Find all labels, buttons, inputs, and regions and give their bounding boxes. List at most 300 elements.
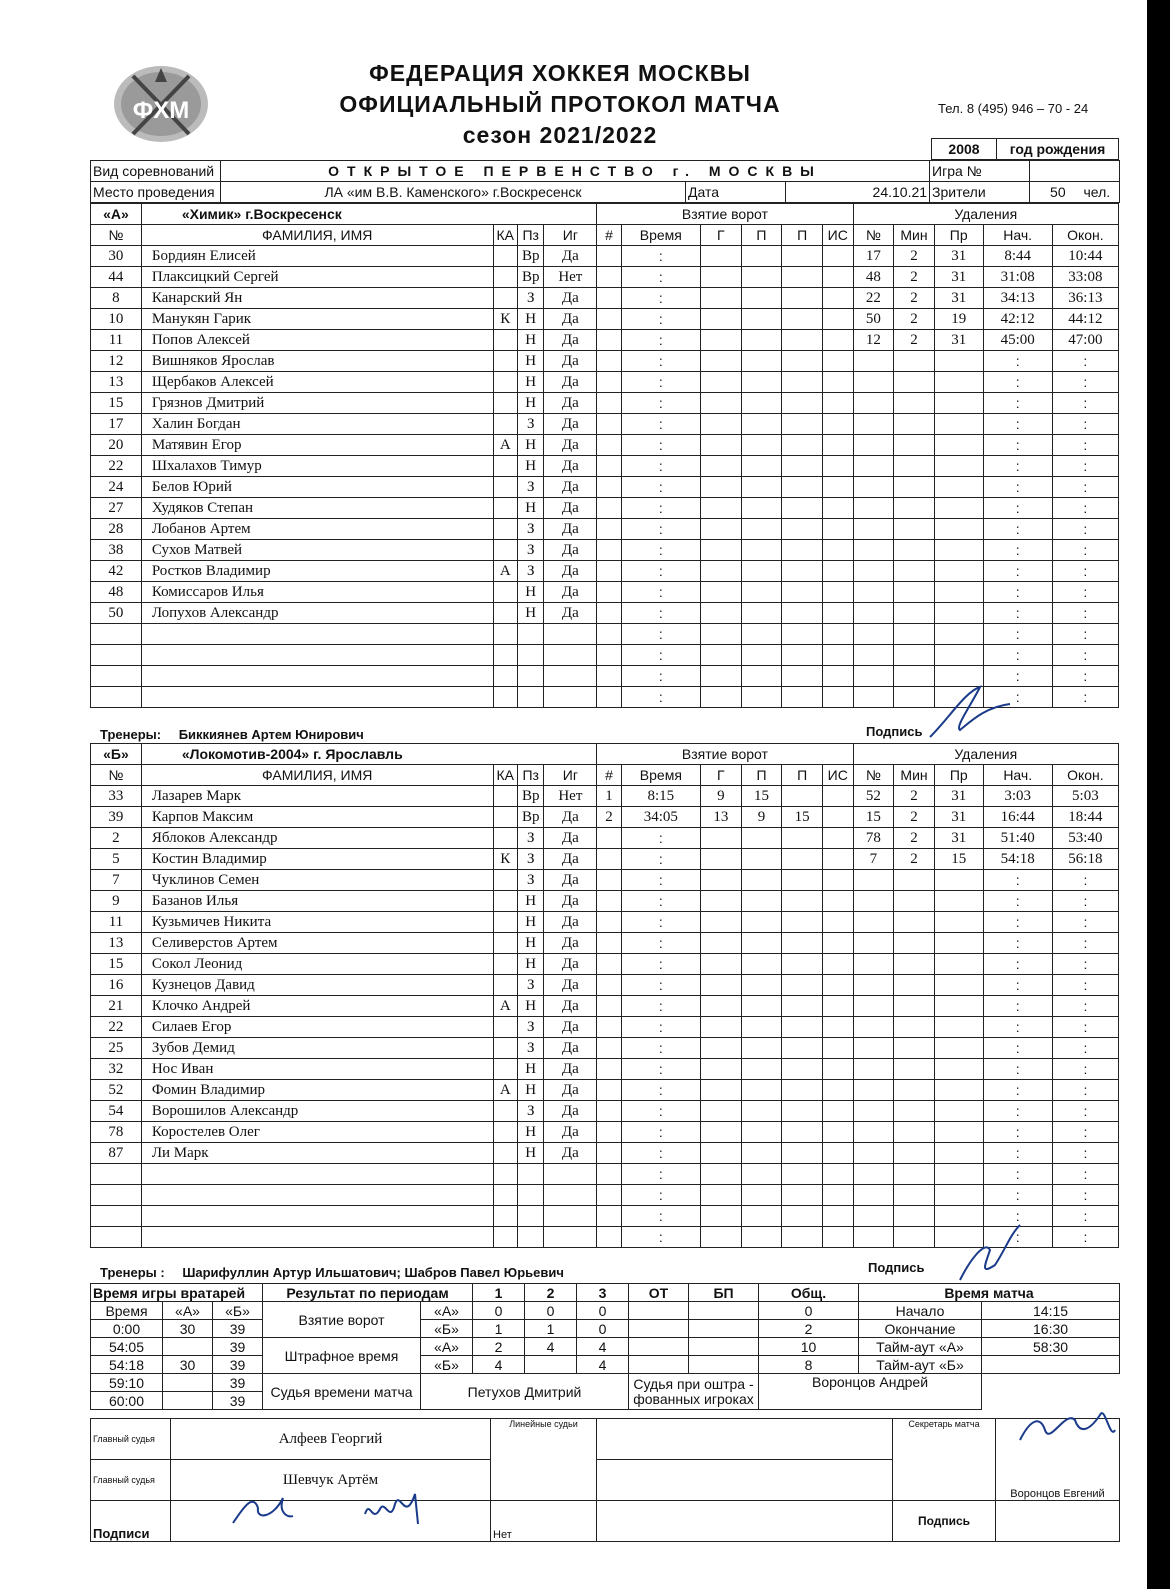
goal-cell: 9 <box>741 807 782 828</box>
goal-cell <box>701 1122 742 1143</box>
penalty-cell: 2 <box>894 807 935 828</box>
goal-cell <box>741 687 782 708</box>
penalty-cell <box>853 540 894 561</box>
player-cell <box>493 828 517 849</box>
penalty-cell: 2 <box>894 309 935 330</box>
player-cell: Фомин Владимир <box>141 1080 493 1101</box>
goal-cell <box>822 1227 853 1248</box>
player-cell <box>91 687 142 708</box>
goal-cell <box>700 477 741 498</box>
penalty-cell: 48 <box>853 267 894 288</box>
goal-cell <box>597 975 621 996</box>
goal-cell <box>597 870 621 891</box>
penalty-cell: 2 <box>894 288 935 309</box>
table-row <box>91 582 1119 603</box>
goal-cell: : <box>621 624 700 645</box>
goal-cell <box>701 954 742 975</box>
player-cell <box>141 624 493 645</box>
player-cell <box>493 519 517 540</box>
goal-cell <box>701 1164 742 1185</box>
table-row <box>91 561 1119 582</box>
goal-cell: : <box>621 582 700 603</box>
goal-cell <box>741 540 782 561</box>
penalty-cell: : <box>983 1080 1052 1101</box>
goal-cell <box>741 393 782 414</box>
player-cell: 30 <box>91 246 142 267</box>
goal-cell <box>782 435 823 456</box>
goal-cell: 8:15 <box>621 786 700 807</box>
penalty-cell: 33:08 <box>1052 267 1118 288</box>
penalty-cell: : <box>983 540 1052 561</box>
penalty-cell: 45:00 <box>983 330 1052 351</box>
goal-cell <box>822 996 853 1017</box>
goal-cell <box>700 603 741 624</box>
table-row <box>91 351 1119 372</box>
goal-cell <box>741 1080 782 1101</box>
goal-cell <box>822 1038 853 1059</box>
penalty-cell <box>934 975 983 996</box>
penalty-cell: : <box>983 666 1052 687</box>
penalty-cell <box>934 954 983 975</box>
goal-cell <box>597 954 621 975</box>
goal-cell <box>700 246 741 267</box>
penalty-cell <box>853 975 894 996</box>
player-cell: Яблоков Александр <box>141 828 493 849</box>
player-cell <box>493 351 517 372</box>
goal-cell <box>597 624 621 645</box>
goal-cell <box>822 1206 853 1227</box>
player-cell: Селиверстов Артем <box>141 933 493 954</box>
referees-table: Главный судья Алфеев Георгий Линейные судьи Секретарь матча Воронцов Евгений Главный судья Шевчук Артём Подписи Нет Подпись <box>90 1418 1120 1542</box>
penalty-cell: : <box>1052 582 1118 603</box>
goal-cell <box>741 1059 782 1080</box>
goal-cell <box>782 246 823 267</box>
goal-cell: : <box>621 828 700 849</box>
player-cell <box>493 1017 517 1038</box>
goal-cell <box>822 1122 853 1143</box>
goal-cell <box>597 933 621 954</box>
penalty-cell: : <box>983 1227 1052 1248</box>
player-cell: 17 <box>91 414 142 435</box>
penalty-cell: : <box>1052 1185 1118 1206</box>
penalty-cell: : <box>1052 603 1118 624</box>
goal-cell <box>822 624 853 645</box>
player-cell <box>493 288 517 309</box>
goal-cell <box>741 645 782 666</box>
goal-cell: : <box>621 603 700 624</box>
signature-icon <box>1010 1390 1120 1460</box>
player-cell: Н <box>517 1059 543 1080</box>
goal-cell <box>700 582 741 603</box>
penalty-cell <box>853 1143 894 1164</box>
goal-cell <box>741 870 782 891</box>
penalty-cell <box>894 351 935 372</box>
player-cell: 24 <box>91 477 142 498</box>
team-a-signature-label: Подпись <box>866 724 923 739</box>
penalty-cell: 19 <box>934 309 983 330</box>
player-cell: З <box>517 519 543 540</box>
goal-cell <box>741 1038 782 1059</box>
penalty-cell: 42:12 <box>983 309 1052 330</box>
penalty-cell <box>934 996 983 1017</box>
goal-cell <box>597 1227 621 1248</box>
player-cell <box>91 1206 142 1227</box>
goal-cell <box>822 435 853 456</box>
penalty-cell <box>894 870 935 891</box>
penalty-cell <box>894 891 935 912</box>
table-row <box>91 435 1119 456</box>
goal-cell <box>597 1101 621 1122</box>
player-cell <box>493 1122 517 1143</box>
goal-cell <box>741 828 782 849</box>
player-cell: Н <box>517 435 543 456</box>
penalty-cell <box>853 414 894 435</box>
season-title: сезон 2021/2022 <box>462 122 658 148</box>
protocol-title: ОФИЦИАЛЬНЫЙ ПРОТОКОЛ МАТЧА <box>339 91 781 117</box>
team-a-coaches: Тренеры: Биккиянев Артем Юнирович <box>100 727 364 742</box>
player-cell: Нет <box>544 267 597 288</box>
player-cell: 52 <box>91 1080 142 1101</box>
goal-cell <box>822 351 853 372</box>
penalty-cell <box>934 624 983 645</box>
penalty-cell <box>853 687 894 708</box>
table-row <box>91 1185 1119 1206</box>
goal-cell <box>597 582 621 603</box>
player-cell <box>517 1206 543 1227</box>
penalty-cell: : <box>1052 996 1118 1017</box>
penalty-cell <box>894 1017 935 1038</box>
penalty-cell <box>894 1101 935 1122</box>
penalty-cell: : <box>983 1017 1052 1038</box>
penalty-cell: 5:03 <box>1052 786 1118 807</box>
player-cell: З <box>517 1017 543 1038</box>
penalty-cell <box>934 1080 983 1101</box>
goal-cell <box>741 1101 782 1122</box>
player-cell <box>141 1164 493 1185</box>
player-cell: Сухов Матвей <box>141 540 493 561</box>
goal-cell: : <box>621 477 700 498</box>
player-cell: Н <box>517 456 543 477</box>
table-row <box>91 786 1119 807</box>
penalty-cell <box>853 372 894 393</box>
player-cell: Ли Марк <box>141 1143 493 1164</box>
goal-cell: : <box>621 870 700 891</box>
player-cell: З <box>517 540 543 561</box>
penalty-cell <box>853 912 894 933</box>
player-cell: 28 <box>91 519 142 540</box>
penalty-cell: 2 <box>894 828 935 849</box>
penalty-cell: : <box>1052 1143 1118 1164</box>
penalty-cell: 17 <box>853 246 894 267</box>
goal-cell: : <box>621 351 700 372</box>
penalty-cell <box>934 870 983 891</box>
goal-cell <box>597 519 621 540</box>
player-cell: Н <box>517 330 543 351</box>
goal-cell <box>701 1080 742 1101</box>
goal-cell <box>700 288 741 309</box>
goal-cell <box>741 519 782 540</box>
penalty-cell: 56:18 <box>1052 849 1118 870</box>
goal-cell: : <box>621 519 700 540</box>
goal-cell <box>597 1080 621 1101</box>
goal-cell <box>822 933 853 954</box>
player-cell <box>544 1206 597 1227</box>
player-cell: 54 <box>91 1101 142 1122</box>
goal-cell <box>741 1143 782 1164</box>
penalty-cell <box>934 1164 983 1185</box>
goal-cell: : <box>621 1185 700 1206</box>
penalty-cell: : <box>1052 891 1118 912</box>
goal-cell <box>822 288 853 309</box>
table-row <box>91 456 1119 477</box>
goal-cell <box>822 1164 853 1185</box>
table-row <box>91 1101 1119 1122</box>
penalty-cell <box>894 1164 935 1185</box>
player-cell: Н <box>517 393 543 414</box>
goal-cell <box>741 351 782 372</box>
goal-cell <box>701 1059 742 1080</box>
info-table: Вид соревнований ОТКРЫТОЕ ПЕРВЕНСТВО г. МОСКВЫ Игра № Место проведения ЛА «им В.В. Каменского» г.Воскресенск Дата 24.10.21 Зрители 50 чел. <box>90 160 1120 203</box>
goal-cell <box>782 414 823 435</box>
player-cell: 33 <box>91 786 142 807</box>
goal-cell <box>741 456 782 477</box>
goal-cell <box>700 435 741 456</box>
player-cell: Базанов Илья <box>141 891 493 912</box>
player-cell: 48 <box>91 582 142 603</box>
penalty-cell <box>894 954 935 975</box>
penalty-cell: 52 <box>853 786 894 807</box>
player-cell <box>493 1206 517 1227</box>
player-cell: З <box>517 828 543 849</box>
table-row <box>91 309 1119 330</box>
penalty-cell: : <box>1052 414 1118 435</box>
penalty-cell <box>894 582 935 603</box>
player-cell <box>493 267 517 288</box>
goal-cell <box>741 624 782 645</box>
penalty-cell <box>934 393 983 414</box>
goal-cell <box>782 456 823 477</box>
table-row <box>91 288 1119 309</box>
goal-cell <box>782 891 823 912</box>
player-cell: Да <box>544 996 597 1017</box>
player-cell: Н <box>517 582 543 603</box>
goal-cell: : <box>621 1122 700 1143</box>
player-cell: 16 <box>91 975 142 996</box>
goal-cell <box>597 1017 621 1038</box>
player-cell <box>493 1227 517 1248</box>
penalty-cell: 8:44 <box>983 246 1052 267</box>
penalty-cell <box>894 996 935 1017</box>
team-b-signature-label: Подпись <box>868 1260 925 1275</box>
penalty-cell <box>853 435 894 456</box>
goal-cell <box>782 1206 823 1227</box>
penalty-cell <box>894 1227 935 1248</box>
penalty-cell <box>934 372 983 393</box>
goal-cell <box>822 1185 853 1206</box>
player-cell <box>544 1227 597 1248</box>
goal-cell <box>597 456 621 477</box>
goal-cell: 15 <box>741 786 782 807</box>
penalty-cell: : <box>983 435 1052 456</box>
penalty-cell: : <box>983 582 1052 603</box>
player-cell: 11 <box>91 912 142 933</box>
goal-cell <box>822 603 853 624</box>
goal-cell <box>822 414 853 435</box>
player-cell: 32 <box>91 1059 142 1080</box>
goal-cell <box>782 933 823 954</box>
player-cell: Н <box>517 309 543 330</box>
penalty-cell: 51:40 <box>983 828 1052 849</box>
penalty-cell <box>853 891 894 912</box>
player-cell <box>91 645 142 666</box>
goal-cell <box>700 624 741 645</box>
goal-cell <box>597 540 621 561</box>
goal-cell: : <box>621 1038 700 1059</box>
goal-cell <box>597 996 621 1017</box>
player-cell: 15 <box>91 954 142 975</box>
penalty-cell: : <box>983 1143 1052 1164</box>
penalty-cell: : <box>1052 1059 1118 1080</box>
player-cell: Да <box>544 519 597 540</box>
goal-cell <box>597 267 621 288</box>
penalty-cell <box>894 645 935 666</box>
penalty-cell: : <box>983 933 1052 954</box>
penalty-cell: : <box>1052 561 1118 582</box>
player-cell: Ростков Владимир <box>141 561 493 582</box>
player-cell: З <box>517 561 543 582</box>
table-row <box>91 975 1119 996</box>
goal-cell <box>701 933 742 954</box>
penalty-cell: : <box>1052 1164 1118 1185</box>
goal-cell: : <box>621 561 700 582</box>
goal-cell <box>782 1143 823 1164</box>
goal-cell: : <box>621 456 700 477</box>
player-cell: Коростелев Олег <box>141 1122 493 1143</box>
player-cell: 7 <box>91 870 142 891</box>
player-cell: Да <box>544 891 597 912</box>
player-cell: Да <box>544 828 597 849</box>
goal-cell <box>701 975 742 996</box>
goal-cell: 9 <box>701 786 742 807</box>
player-cell: З <box>517 1038 543 1059</box>
goal-cell <box>597 1038 621 1059</box>
table-row <box>91 954 1119 975</box>
player-cell <box>493 786 517 807</box>
goal-cell <box>822 849 853 870</box>
goal-cell <box>822 1101 853 1122</box>
penalty-cell: : <box>1052 1206 1118 1227</box>
player-cell <box>493 975 517 996</box>
goal-cell <box>822 456 853 477</box>
goal-cell <box>700 414 741 435</box>
goal-cell <box>741 267 782 288</box>
player-cell: Нет <box>544 786 597 807</box>
goal-cell <box>822 1143 853 1164</box>
goal-cell <box>822 561 853 582</box>
penalty-cell: : <box>983 687 1052 708</box>
penalty-cell: : <box>983 1059 1052 1080</box>
player-cell <box>493 372 517 393</box>
goal-cell <box>822 870 853 891</box>
signature-icon <box>228 1488 298 1528</box>
penalty-cell <box>934 1185 983 1206</box>
goal-cell <box>782 561 823 582</box>
penalty-cell: : <box>983 1122 1052 1143</box>
player-cell: Н <box>517 1122 543 1143</box>
penalty-cell: : <box>983 975 1052 996</box>
goal-cell <box>782 372 823 393</box>
penalty-cell <box>853 1059 894 1080</box>
penalty-cell: : <box>1052 1080 1118 1101</box>
player-cell: Да <box>544 372 597 393</box>
goal-cell <box>700 666 741 687</box>
player-cell: 10 <box>91 309 142 330</box>
goal-cell <box>597 288 621 309</box>
penalty-cell <box>894 519 935 540</box>
penalty-cell <box>934 912 983 933</box>
goal-cell <box>700 372 741 393</box>
player-cell: Н <box>517 372 543 393</box>
player-cell <box>493 954 517 975</box>
goal-cell <box>701 1038 742 1059</box>
goal-cell: : <box>621 975 700 996</box>
player-cell: Вишняков Ярослав <box>141 351 493 372</box>
player-cell: Да <box>544 498 597 519</box>
goal-cell <box>782 582 823 603</box>
goal-cell <box>597 498 621 519</box>
player-cell: Сокол Леонид <box>141 954 493 975</box>
player-cell: Матявин Егор <box>141 435 493 456</box>
player-cell: Н <box>517 996 543 1017</box>
penalty-cell: 2 <box>894 786 935 807</box>
signature-icon <box>360 1484 430 1529</box>
goal-cell <box>701 1185 742 1206</box>
player-cell <box>517 645 543 666</box>
goal-cell: : <box>621 309 700 330</box>
player-cell: З <box>517 849 543 870</box>
goal-cell: : <box>621 1206 700 1227</box>
penalty-cell: 15 <box>934 849 983 870</box>
goal-cell: 2 <box>597 807 621 828</box>
player-cell <box>493 582 517 603</box>
penalty-cell <box>934 1017 983 1038</box>
goal-cell: : <box>621 414 700 435</box>
goal-cell: : <box>621 1017 700 1038</box>
player-cell <box>91 1227 142 1248</box>
table-row <box>91 1143 1119 1164</box>
goal-cell: : <box>621 540 700 561</box>
penalty-cell <box>853 477 894 498</box>
penalty-cell <box>894 603 935 624</box>
player-cell: А <box>493 561 517 582</box>
player-cell: З <box>517 870 543 891</box>
penalty-cell <box>853 498 894 519</box>
penalty-cell <box>853 666 894 687</box>
player-cell <box>91 624 142 645</box>
penalty-cell: : <box>1052 519 1118 540</box>
player-cell: 25 <box>91 1038 142 1059</box>
table-row <box>91 267 1119 288</box>
player-cell <box>91 1185 142 1206</box>
penalty-cell: : <box>983 1101 1052 1122</box>
player-cell <box>493 870 517 891</box>
table-row <box>91 1122 1119 1143</box>
penalty-cell: : <box>983 456 1052 477</box>
penalty-cell <box>853 1227 894 1248</box>
signature-icon <box>950 1220 1030 1285</box>
team-a-table: «А» «Химик» г.Воскресенск Взятие ворот Удаления № ФАМИЛИЯ, ИМЯ КА Пз Иг # Время Г П П ИС № Мин Пр Нач. Окон. 30 Бордиян Елисей Вр Да : 17 2 31 8:44 10:44 44 Плаксицкий Сергей Вр Нет : 48 2 31 31:08 33:08 8 Канарский Ян З Да : 22 2 31 34:13 36:13 10 Манукян Гарик К Н Да : 50 2 19 42:12 44:12 11 Попов Алексей Н Да : 12 2 31 45:00 47:00 12 Вишняков Ярослав Н Да : : : 13 Щербаков Алексей Н Да : : : 15 Грязнов Дмитрий Н Да : : : 17 Халин Богдан З Да : : : 20 Матявин Егор А Н Да : : : 22 Шхалахов Тимур Н Да : : : 24 Белов Юрий З Да : : : 27 Худяков Степан Н Да : : : 28 Лобанов Артем З Да : : : 38 Сухов Матвей З Да : : : 42 Ростков Владимир А З Да : : : 48 Комиссаров Илья Н Да : : : 50 Лопухов Александр Н Да : : : : : : : : : : : : : : : <box>90 203 1119 708</box>
penalty-cell: : <box>1052 1227 1118 1248</box>
